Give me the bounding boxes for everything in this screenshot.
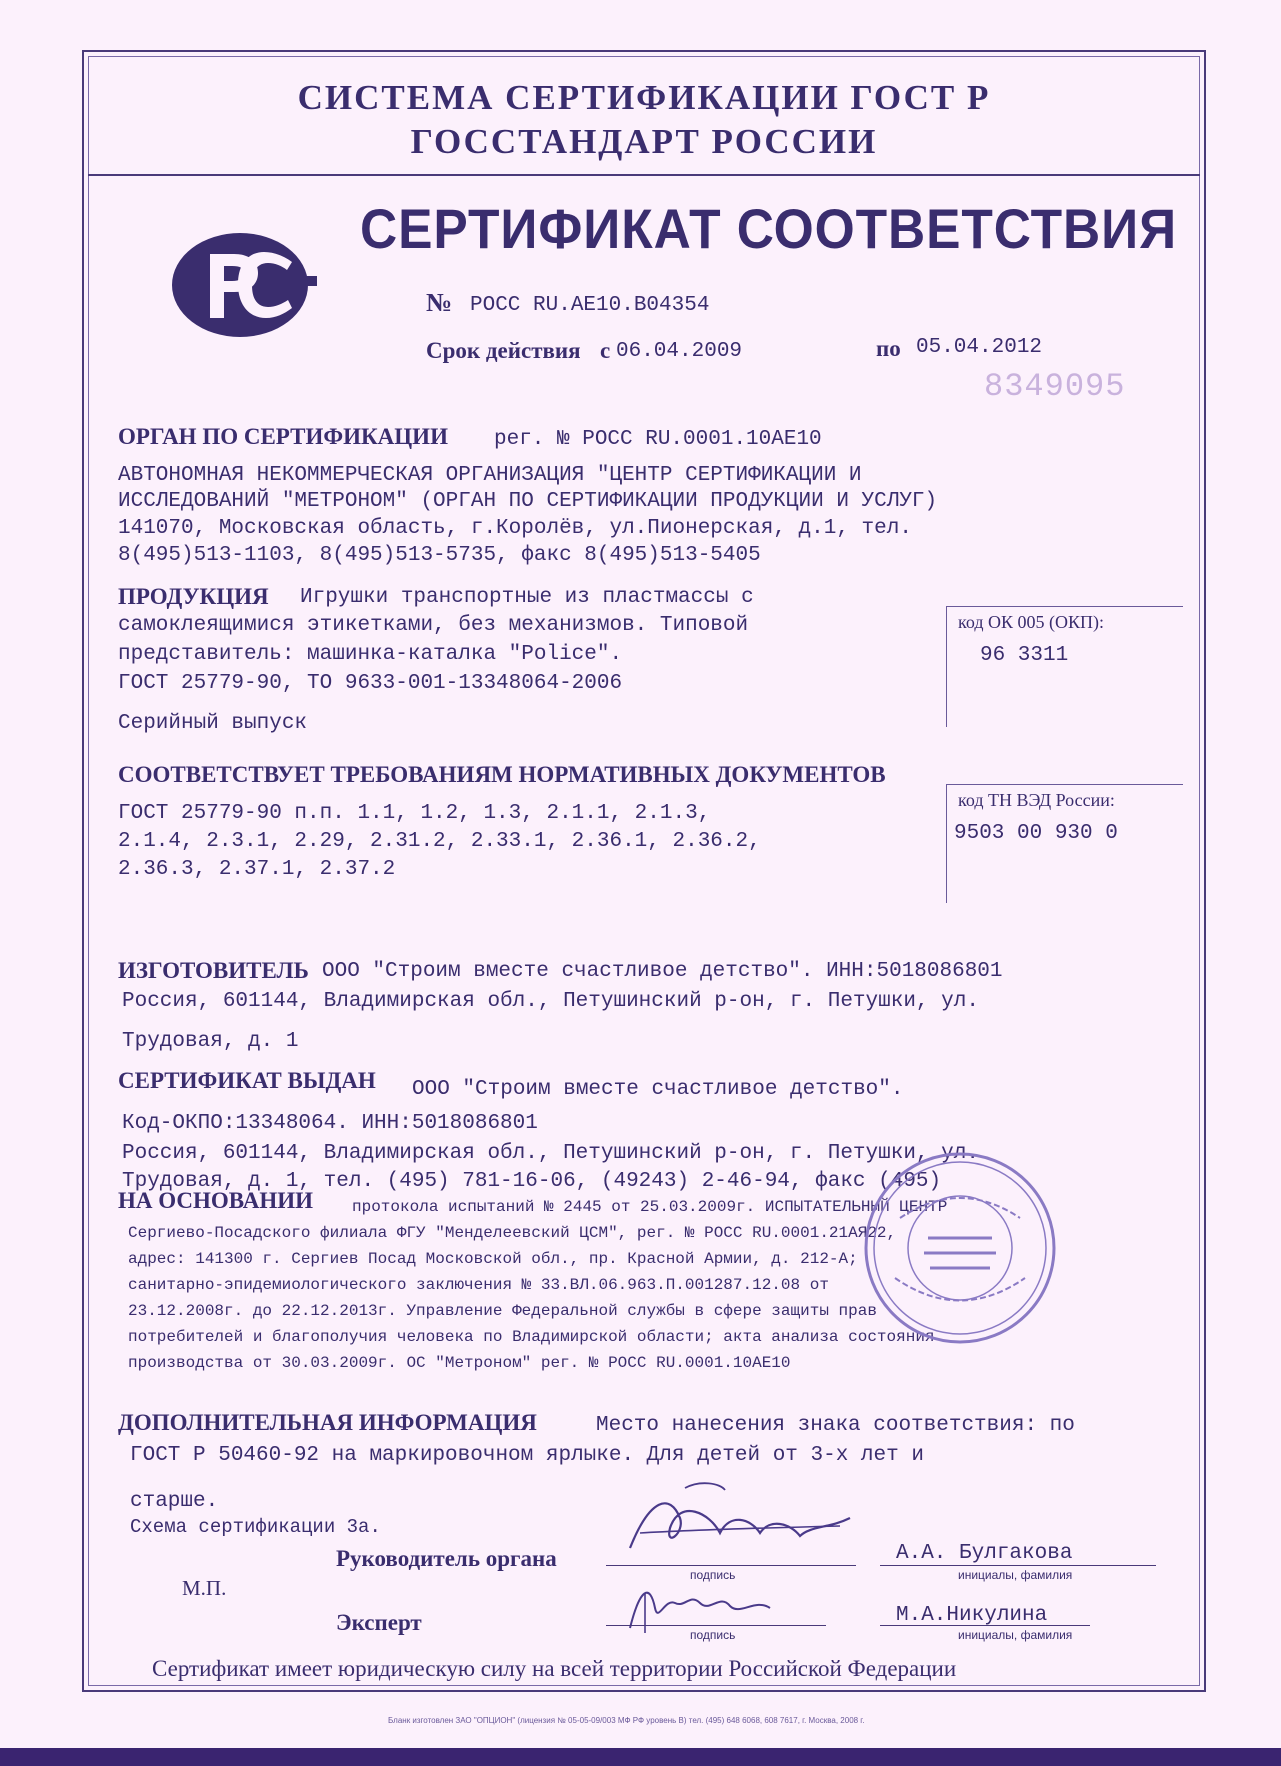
certification-body-line: 8(495)513-1103, 8(495)513-5735, факс 8(495)513-5405 [118,544,761,567]
mp-mark: М.П. [182,1576,227,1600]
additional-info-line: Место нанесения знака соответствия: по [596,1414,1075,1437]
logo-text: РСТ [172,232,174,233]
manufacturer-label: ИЗГОТОВИТЕЛЬ [118,958,309,983]
issued-to-label: СЕРТИФИКАТ ВЫДАН [118,1068,376,1093]
product-line: ГОСТ 25779-90, ТО 9633-001-13348064-2006 [118,672,623,695]
basis-line: протокола испытаний № 2445 от 25.03.2009г. ИСПЫТАТЕЛЬНЫЙ ЦЕНТР [352,1198,948,1216]
manufacturer-line: ООО "Строим вместе счастливое детство". ИНН:5018086801 [322,960,1003,983]
issued-to-line: Трудовая, д. 1, тел. (495) 781-16-06, (49243) 2-46-94, факс (495) [122,1170,942,1193]
additional-info-line: старше. [130,1490,219,1513]
conformity-line: ГОСТ 25779-90 п.п. 1.1, 1.2, 1.3, 2.1.1, 2.1.3, [118,802,711,825]
expert-name-line [880,1625,1090,1626]
basis-label: НА ОСНОВАНИИ [118,1188,313,1213]
head-signature [610,1478,865,1568]
blank-serial-number: 8349095 [984,368,1126,405]
blank-print-note: Бланк изготовлен ЗАО "ОПЦИОН" (лицензия № 05-05-09/003 МФ РФ уровень В) тел. (495) 648 6068, 608 7617, г. Москва, 2008 г. [388,1716,865,1725]
validity-from-prefix: с [600,338,611,363]
conformity-label: СООТВЕТСТВУЕТ ТРЕБОВАНИЯМ НОРМАТИВНЫХ ДОКУМЕНТОВ [118,762,886,787]
expert-signature-caption: подпись [690,1628,736,1642]
validity-to-date: 05.04.2012 [916,336,1043,359]
certificate-title: СЕРТИФИКАТ СООТВЕТСТВИЯ [360,197,1178,260]
basis-line: Сергиево-Посадского филиала ФГУ "Менделеевский ЦСМ", рег. № РОСС RU.0001.21АЯ22, [128,1224,897,1242]
validity-from-date: 06.04.2009 [616,340,743,363]
product-line: самоклеящимися этикетками, без механизмов. Типовой [118,614,749,637]
additional-info-line: Схема сертификации 3а. [130,1516,381,1538]
legal-force-footer: Сертификат имеет юридическую силу на всей территории Российской Федерации [152,1656,957,1681]
expert-name-caption: инициалы, фамилия [958,1628,1073,1642]
product-line: Серийный выпуск [118,712,308,735]
okp-code-label: код ОК 005 (ОКП): [958,612,1104,632]
head-signature-line [606,1565,856,1566]
scan-bottom-edge [0,1748,1281,1766]
additional-info-line: ГОСТ Р 50460-92 на маркировочном ярлыке. Для детей от 3-х лет и [130,1444,924,1467]
product-line: Игрушки транспортные из пластмассы с [300,586,754,609]
tnved-code-label: код ТН ВЭД России: [958,790,1115,810]
basis-line: производства от 30.03.2009г. ОС "Метроном" рег. № РОСС RU.0001.10AE10 [128,1354,791,1372]
conformity-line: 2.1.4, 2.3.1, 2.29, 2.31.2, 2.33.1, 2.36.1, 2.36.2, [118,830,761,853]
certification-body-reg: рег. № РОСС RU.0001.10AE10 [494,428,822,451]
head-name-caption: инициалы, фамилия [958,1568,1073,1582]
basis-line: потребителей и благополучия человека по Владимирской области; акта анализа состояния [128,1328,935,1346]
expert-name: М.А.Никулина [896,1604,1048,1627]
issued-to-line: Россия, 601144, Владимирская обл., Петушинский р-он, г. Петушки, ул. [122,1142,979,1165]
certification-body-line: ИССЛЕДОВАНИЙ "МЕТРОНОМ" (ОРГАН ПО СЕРТИФИКАЦИИ ПРОДУКЦИИ И УСЛУГ) [118,490,938,513]
head-name-line [880,1565,1156,1566]
issued-to-line: ООО "Строим вместе счастливое детство". [412,1078,904,1101]
additional-info-label: ДОПОЛНИТЕЛЬНАЯ ИНФОРМАЦИЯ [118,1410,537,1435]
head-name: А.А. Булгакова [896,1542,1073,1565]
head-of-body-label: Руководитель органа [336,1546,557,1571]
conformity-line: 2.36.3, 2.37.1, 2.37.2 [118,858,396,881]
basis-line: адрес: 141300 г. Сергиев Посад Московской обл., пр. Красной Армии, д. 212-А; [128,1250,858,1268]
validity-label: Срок действия [426,338,581,363]
basis-line: 23.12.2008г. до 22.12.2013г. Управление Федеральной службы в сфере защиты прав [128,1302,877,1320]
header-system-title: СИСТЕМА СЕРТИФИКАЦИИ ГОСТ Р [297,78,991,117]
header-gosstandart: ГОССТАНДАРТ РОССИИ [410,122,878,161]
expert-signature-line [606,1625,826,1626]
round-seal-stamp [860,1148,1060,1348]
expert-label: Эксперт [336,1610,422,1635]
tnved-code-value: 9503 00 930 0 [954,822,1118,845]
certificate-header [88,56,1200,176]
certification-body-line: АВТОНОМНАЯ НЕКОММЕРЧЕСКАЯ ОРГАНИЗАЦИЯ "ЦЕНТР СЕРТИФИКАЦИИ И [118,464,862,487]
manufacturer-line: Россия, 601144, Владимирская обл., Петушинский р-он, г. Петушки, ул. [122,990,979,1013]
rst-logo [172,232,317,338]
okp-code-value: 96 3311 [980,644,1069,667]
product-label: ПРОДУКЦИЯ [118,584,269,609]
certification-body-line: 141070, Московская область, г.Королёв, ул.Пионерская, д.1, тел. [118,517,912,540]
basis-line: санитарно-эпидемиологического заключения № 33.ВЛ.06.963.П.001287.12.08 от [128,1276,829,1294]
head-signature-caption: подпись [690,1568,736,1582]
certification-body-label: ОРГАН ПО СЕРТИФИКАЦИИ [118,424,448,449]
issued-to-line: Код-ОКПО:13348064. ИНН:5018086801 [122,1112,538,1135]
number-sign: № [426,288,453,317]
certificate-number: РОСС RU.AE10.B04354 [470,294,710,317]
product-line: представитель: машинка-каталка "Police". [118,643,623,666]
manufacturer-line: Трудовая, д. 1 [122,1030,299,1053]
validity-to-prefix: по [876,336,901,361]
